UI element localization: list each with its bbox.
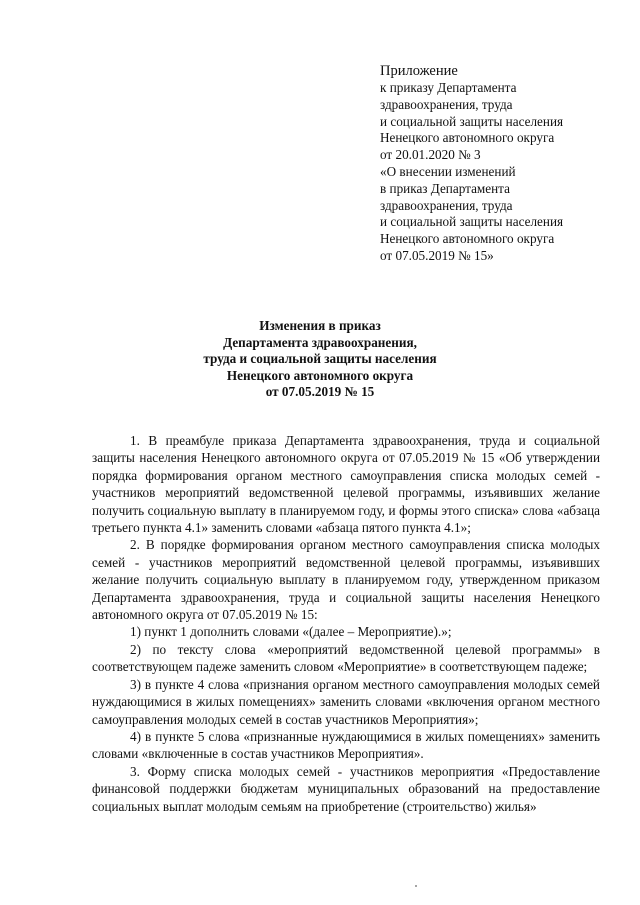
appendix-block [380, 62, 620, 265]
paragraph: 3. Форму списка молодых семей - участников мероприятия «Предоставление финансовой поддержки бюджетам муниципальных образований на предоставление социальных выплат молодым семьям на приобретение (строительство) жилья» [92, 763, 600, 814]
appendix-line: Ненецкого автономного округа [380, 231, 555, 247]
document-title [150, 318, 490, 401]
title-line: Департамента здравоохранения, [223, 334, 417, 350]
appendix-line: и социальной защиты населения [380, 113, 564, 129]
appendix-line: «О внесении изменений [380, 163, 516, 179]
paragraph: 1. В преамбуле приказа Департамента здравоохранения, труда и социальной защиты населения Ненецкого автономного округа от 07.05.2019 № 15 «Об утверждении порядка формирования органом местного самоуправления списка молодых семей - участников мероприятий ведомственной целевой программы, изъявивших желание получить социальную выплату в планируемом году, и формы этого списка» слова «абзаца третьего пункта 4.1» заменить словами «абзаца пятого пункта 4.1»; [92, 433, 600, 536]
title-line: от 07.05.2019 № 15 [265, 384, 375, 400]
paragraph: 4) в пункте 5 слова «признанные нуждающимися в жилых помещениях» заменить словами «включенные в состав участников Мероприятия». [92, 728, 600, 762]
appendix-line: здравоохранения, труда [380, 197, 513, 213]
appendix-line: здравоохранения, труда [380, 96, 513, 112]
paragraph: 2) по тексту слова «мероприятий ведомственной целевой программы» в соответствующем падеже заменить словом «Мероприятие» в соответствующем падеже; [92, 641, 600, 675]
appendix-line: от 07.05.2019 № 15» [380, 247, 494, 263]
appendix-line: в приказ Департамента [380, 180, 510, 196]
title-line: труда и социальной защиты населения [203, 351, 437, 367]
paragraph: 1) пункт 1 дополнить словами «(далее – Мероприятие).»; [130, 624, 452, 640]
title-line: Ненецкого автономного округа [226, 367, 414, 383]
document-body [92, 432, 600, 815]
appendix-line: и социальной защиты населения [380, 214, 564, 230]
appendix-line: к приказу Департамента [380, 80, 517, 95]
title-line: Изменения в приказ [259, 318, 381, 333]
paragraph: 3) в пункте 4 слова «признания органом местного самоуправления молодых семей нуждающимися в жилых помещениях» заменить словами «включения органом местного самоуправления молодых семей в состав участников Мероприятия»; [92, 676, 600, 727]
appendix-line: от 20.01.2020 № 3 [380, 147, 481, 163]
paragraph: 2. В порядке формирования органом местного самоуправления списка молодых семей - участников мероприятий ведомственной целевой программы, изъявивших желание получить социальную выплату в планируемом году, утвержденном приказом Департамента здравоохранения, труда и социальной защиты населения Ненецкого автономного округа от 07.05.2019 № 15: [92, 537, 600, 623]
appendix-heading: Приложение [380, 63, 458, 79]
scan-speck [415, 885, 417, 887]
appendix-line: Ненецкого автономного округа [380, 130, 555, 146]
